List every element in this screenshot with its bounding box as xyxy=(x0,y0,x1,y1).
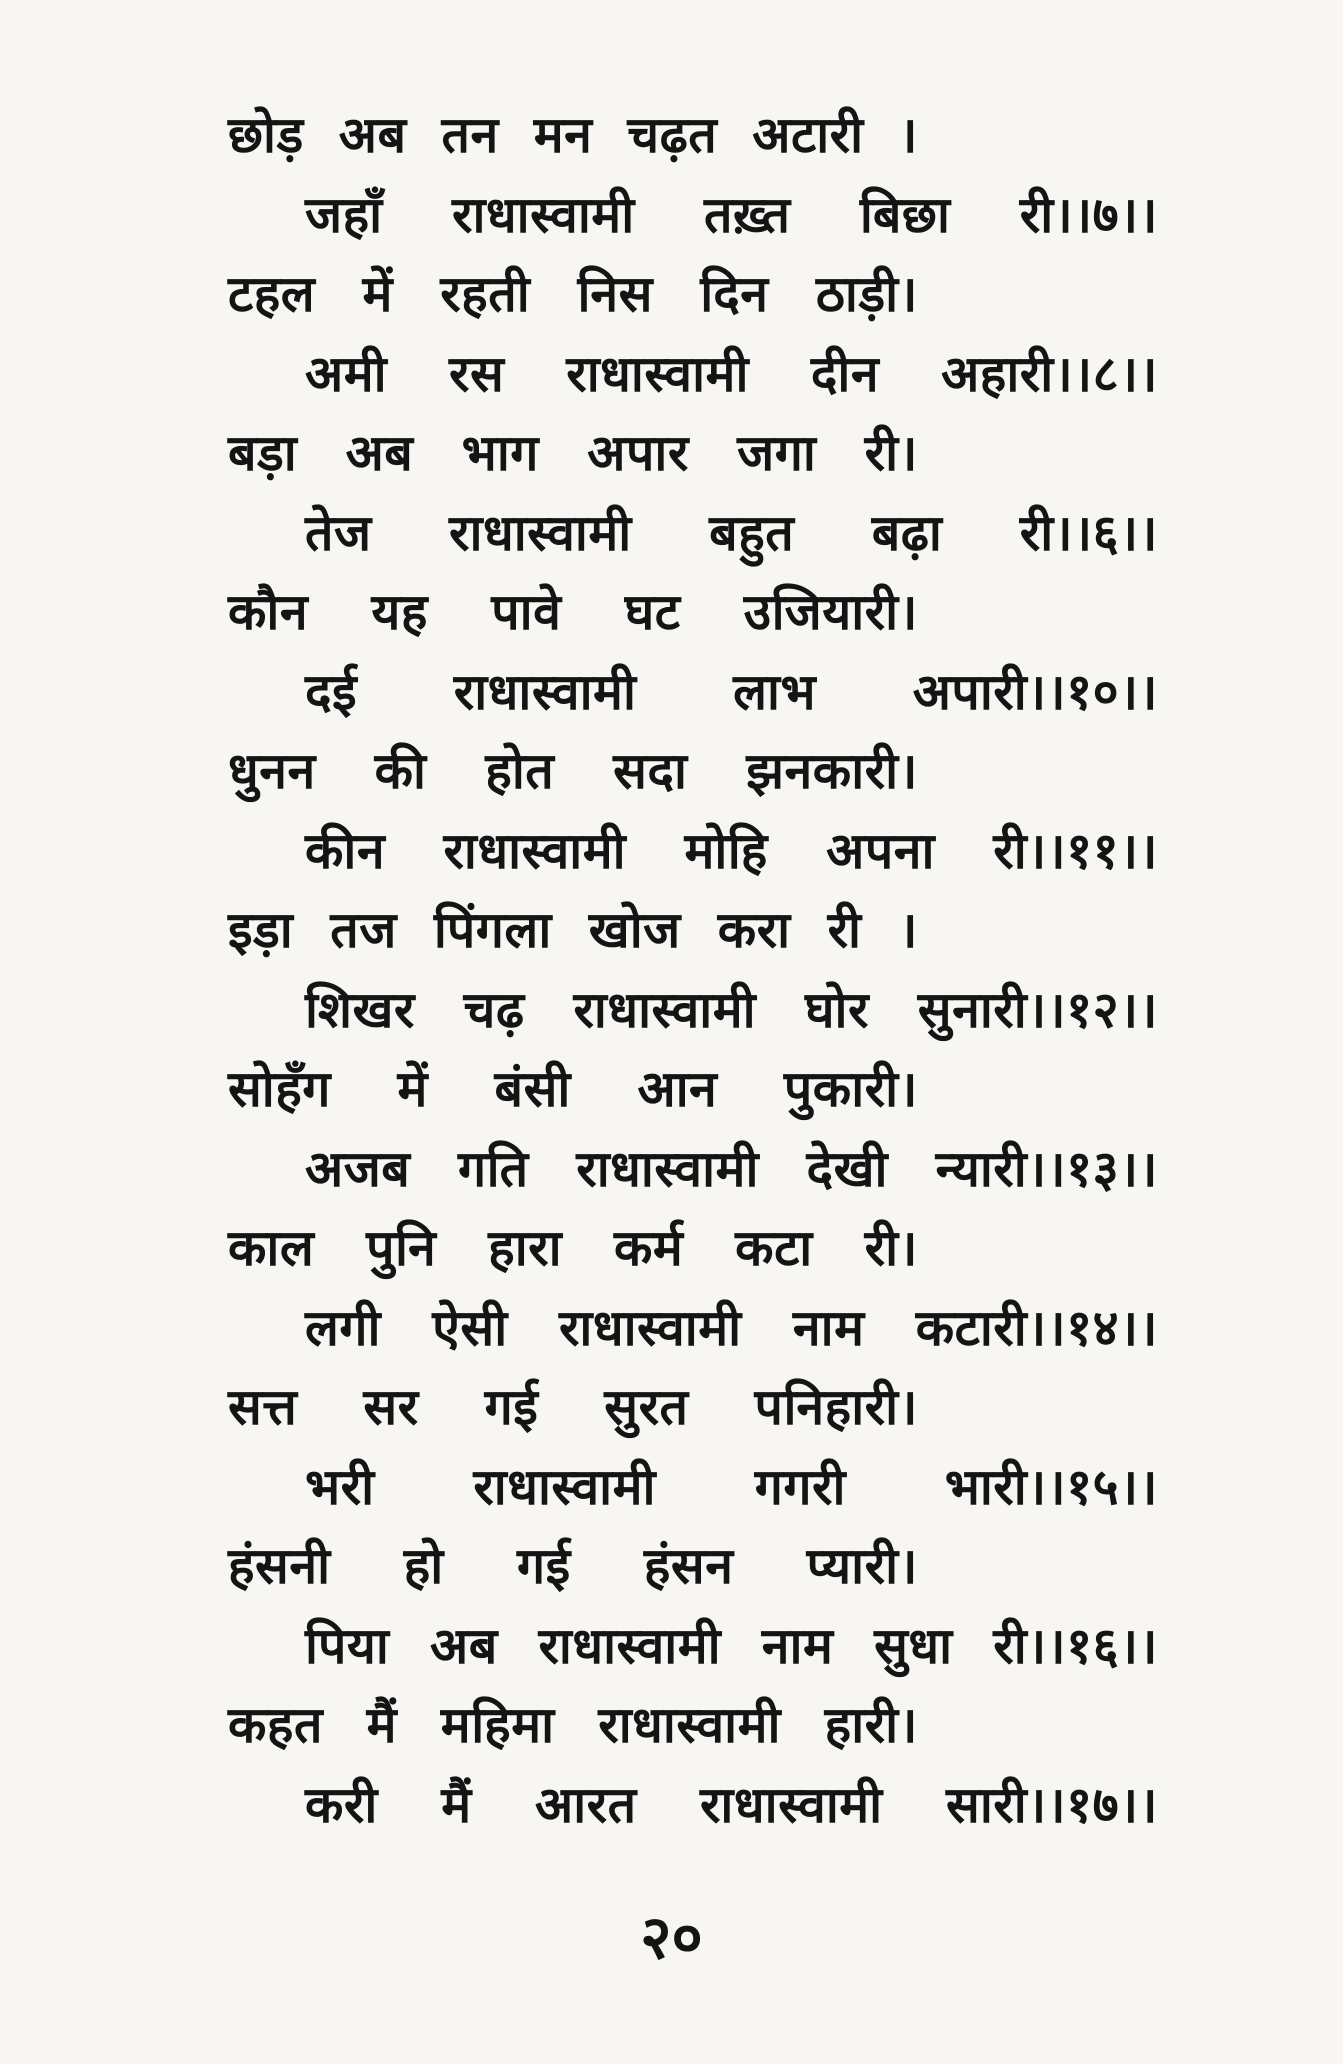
verse-line: टहल में रहती निस दिन ठाड़ी। xyxy=(228,265,918,323)
verse-line: दई राधास्वामी लाभ अपारी।।१०।। xyxy=(305,662,1158,721)
verse-line: सोहँग में बंसी आन पुकारी। xyxy=(228,1060,918,1118)
verse-line: कीन राधास्वामी मोहि अपना री।।११।। xyxy=(305,821,1158,880)
verse-line: करी मैं आरत राधास्वामी सारी।।१७।। xyxy=(305,1775,1158,1834)
verse-line: कौन यह पावे घट उजियारी। xyxy=(228,583,918,641)
verse-line: हंसनी हो गई हंसन प्यारी। xyxy=(228,1537,918,1595)
verse-line: भरी राधास्वामी गगरी भारी।।१५।। xyxy=(305,1457,1158,1516)
verse-line: तेज राधास्वामी बहुत बढ़ा री।।६।। xyxy=(305,503,1158,562)
verse-line: धुनन की होत सदा झनकारी। xyxy=(228,742,918,800)
verse-line: काल पुनि हारा कर्म कटा री। xyxy=(228,1219,918,1277)
verse-block xyxy=(228,96,1158,1845)
verse-line: छोड़ अब तन मन चढ़त अटारी । xyxy=(228,106,918,164)
verse-line: अमी रस राधास्वामी दीन अहारी।।८।। xyxy=(305,344,1158,403)
page-number: २० xyxy=(640,1903,703,1973)
verse-line: जहाँ राधास्वामी तख़्त बिछा री।।७।। xyxy=(305,185,1158,244)
verse-line: शिखर चढ़ राधास्वामी घोर सुनारी।।१२।। xyxy=(305,980,1158,1039)
verse-line: कहत मैं महिमा राधास्वामी हारी। xyxy=(228,1696,918,1754)
verse-line: अजब गति राधास्वामी देखी न्यारी।।१३।। xyxy=(305,1139,1158,1198)
verse-line: लगी ऐसी राधास्वामी नाम कटारी।।१४।। xyxy=(305,1298,1158,1357)
verse-line: पिया अब राधास्वामी नाम सुधा री।।१६।। xyxy=(305,1616,1158,1675)
verse-line: इड़ा तज पिंगला खोज करा री । xyxy=(228,901,918,959)
verse-line: सत्त सर गई सुरत पनिहारी। xyxy=(228,1378,918,1436)
verse-line: बड़ा अब भाग अपार जगा री। xyxy=(228,424,918,482)
